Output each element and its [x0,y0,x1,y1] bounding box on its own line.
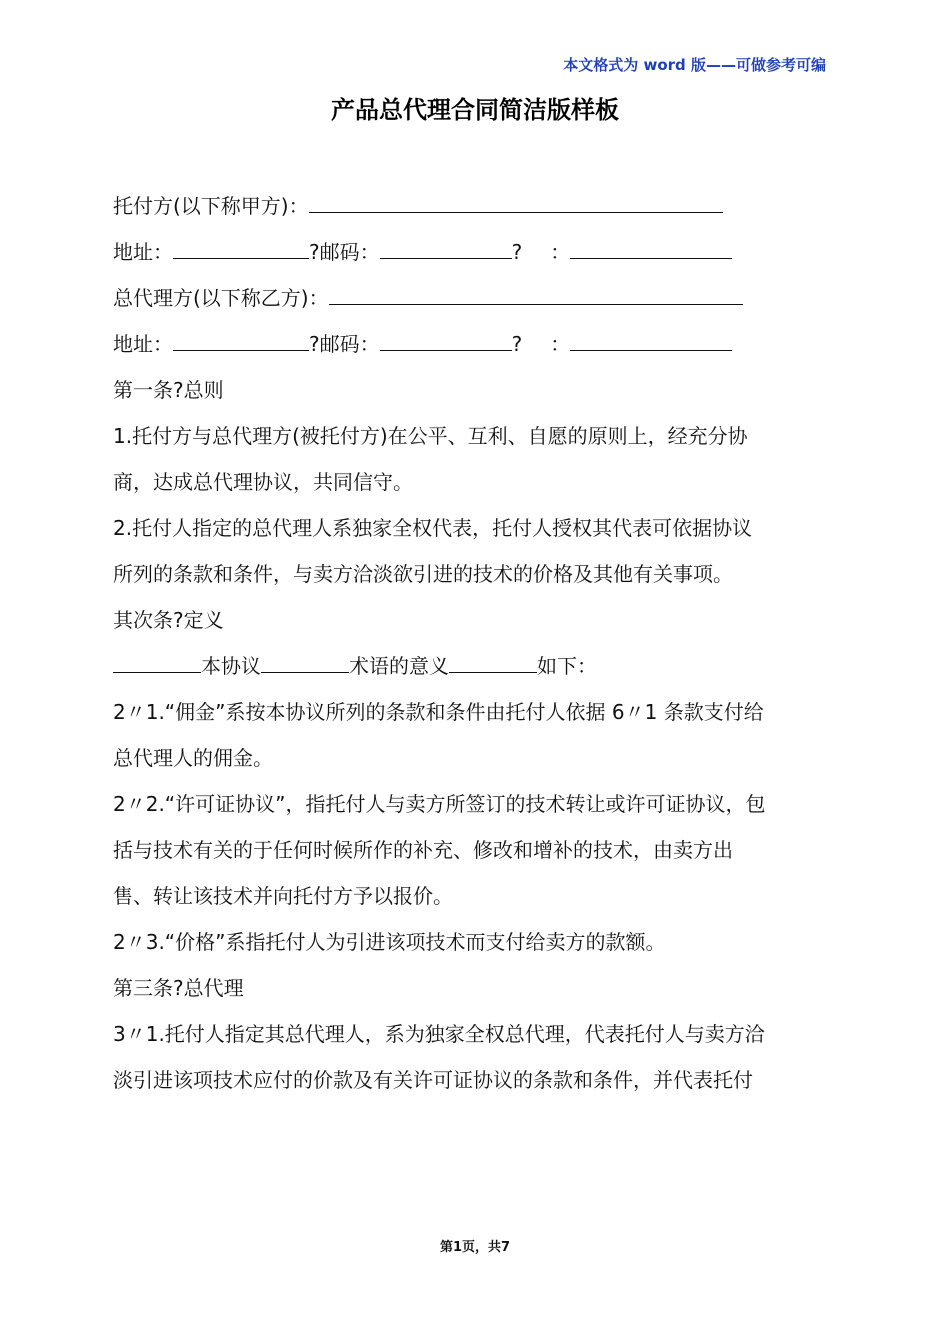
party-a-blank [309,188,723,213]
article-3-para-1-line-1: 3〃1.托付人指定其总代理人，系为独家全权总代理，代表托付人与卖方洽 [113,1022,765,1046]
party-b-line [113,275,848,321]
definition-intro-line [113,643,848,689]
address-b-line [113,321,848,367]
address-b-qmark: ? [511,332,523,356]
document-body [113,183,848,1103]
definition-1-line-2: 总代理人的佣金。 [113,746,273,770]
address-a-line [113,229,848,275]
definition-blank-3 [449,648,537,673]
definition-blank-2 [261,648,349,673]
address-a-phone-blank [570,234,732,259]
address-a-colon: ： [550,240,571,264]
definition-part-1: 本协议 [201,654,261,678]
article-1-para-1-line-2: 商，达成总代理协议，共同信守。 [113,470,413,494]
party-a-label: 托付方(以下称甲方)： [113,194,309,218]
definition-blank-1 [113,648,201,673]
party-b-blank [329,280,743,305]
document-title: 产品总代理合同简洁版样板 [331,96,619,124]
postcode-a-blank [380,234,512,259]
address-b-label: 地址： [113,332,173,356]
definition-2-line-1: 2〃2.“许可证协议”，指托付人与卖方所签订的技术转让或许可证协议，包 [113,792,766,816]
article-1-para-1-line-1: 1.托付方与总代理方(被托付方)在公平、互利、自愿的原则上，经充分协 [113,424,748,448]
page-footer: 第1页，共7 [439,1240,511,1255]
postcode-b-blank [380,326,512,351]
article-1-para-2-line-1: 2.托付人指定的总代理人系独家全权代表，托付人授权其代表可依据协议 [113,516,753,540]
definition-2-line-2: 括与技术有关的于任何时候所作的补充、修改和增补的技术，由卖方出 [113,838,733,862]
definition-part-2: 术语的意义 [349,654,449,678]
definition-part-3: 如下： [537,654,597,678]
address-a-qmark: ? [511,240,523,264]
article-1-heading: 第一条?总则 [113,378,224,402]
party-a-line [113,183,848,229]
article-1-para-2-line-2: 所列的条款和条件，与卖方洽淡欲引进的技术的价格及其他有关事项。 [113,562,733,586]
article-3-para-1-line-2: 淡引进该项技术应付的价款及有关许可证协议的条款和条件，并代表托付 [113,1068,753,1092]
postcode-b-label: ?邮码： [309,332,380,356]
address-b-colon: ： [550,332,571,356]
header-note: 本文格式为 word 版——可做参考可编 [563,56,826,74]
definition-2-line-3: 售、转让该技术并向托付方予以报价。 [113,884,453,908]
address-a-label: 地址： [113,240,173,264]
address-a-blank [173,234,309,259]
party-b-label: 总代理方(以下称乙方)： [113,286,329,310]
article-3-heading: 第三条?总代理 [113,976,244,1000]
definition-1-line-1: 2〃1.“佣金”系按本协议所列的条款和条件由托付人依据 6〃1 条款支付给 [113,700,764,724]
postcode-a-label: ?邮码： [309,240,380,264]
definition-3-line-1: 2〃3.“价格”系指托付人为引进该项技术而支付给卖方的款额。 [113,930,666,954]
address-b-phone-blank [570,326,732,351]
article-2-heading: 其次条?定义 [113,608,224,632]
address-b-blank [173,326,309,351]
